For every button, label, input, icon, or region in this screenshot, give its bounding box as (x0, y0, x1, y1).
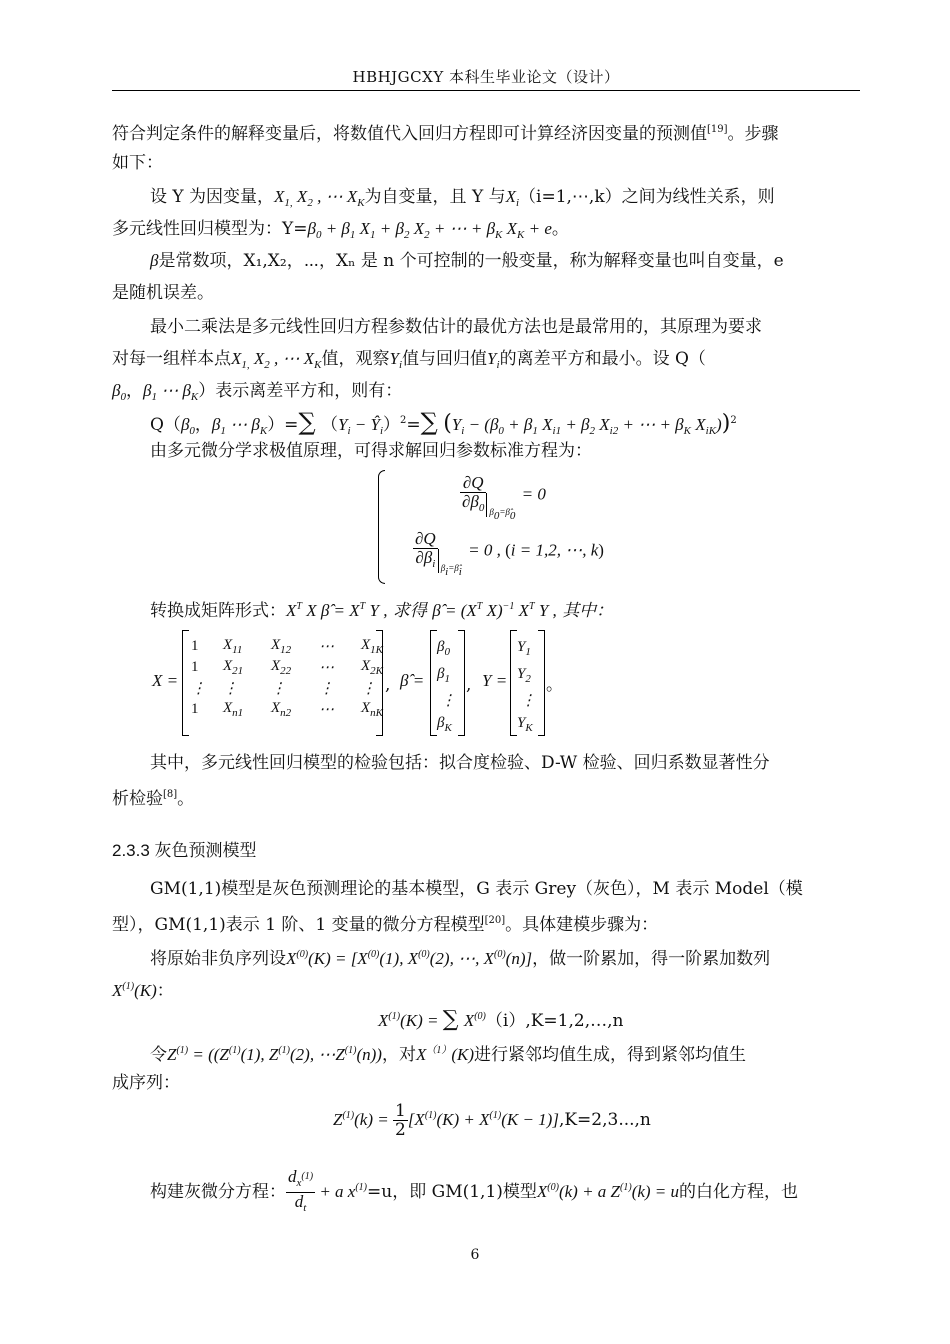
paragraph-line: 成序列： (112, 1073, 180, 1093)
separator: , (466, 675, 472, 695)
paragraph-line: 是随机误差。 (112, 283, 214, 303)
section-heading: 2.3.3 灰色预测模型 (112, 841, 257, 860)
equation-inline: $X_i$ (505, 187, 520, 209)
paragraph-line: 其中，多元线性回归模型的检验包括：拟合度检验、D-W 检验、回归系数显著性分 (150, 753, 770, 773)
left-brace (378, 470, 385, 584)
paragraph-line: 对每一组样本点$X_{1,}$ $X_2$ , ⋯ $X_K$值，观察$Y_i$值与回归值$Y_i$的离差平方和最小。设 Q（ (112, 349, 706, 371)
equation-display: $\frac{\partial Q}{\partial\beta_0}$ $_{\beta_0=\betâ_0}$ = 0 (462, 473, 546, 523)
paragraph-line: 型），GM(1,1)表示 1 阶、1 变量的微分方程模型[20]。具体建模步骤为： (112, 915, 659, 935)
equation-display: $Q(\beta_0$，$\beta_1$ ⋯ $\beta_K)=\sum$ （$Y_i$ − $Ŷ_i)^2=\sum$ ($Y_i - (\beta_0 + \beta_1$ $X_{i1} + \beta_2$ $X_{i2}$ + ⋯ + $\beta_K$ $X_{iK}))^2$ (150, 408, 737, 437)
citation: [19] (707, 124, 728, 135)
matrix-label-beta: β̂ = (400, 671, 425, 690)
paragraph-line: $\beta_0$，$\beta_1$ ⋯ $\beta_K$）表示离差平方和，则有： (112, 381, 403, 403)
citation: [20] (484, 915, 506, 926)
paragraph-line: 多元线性回归模型为：$Y=\beta_0 + \beta_1$ $X_1 + \beta_2$ $X_2$ + ⋯ + $\beta_K$ $X_K + e$。 (112, 219, 569, 241)
paragraph-line: 令$Z^{(1)} = ((Z^{(1)}(1)$, $Z^{(1)}(2)$, $\cdots Z^{(1)}(n)$)，对$X^{(1)}(K)$进行紧邻均值生成，得到紧邻均值生 (150, 1045, 747, 1065)
paragraph-line: 将原始非负序列设$X^{(0)}(K) = [X^{(0)}(1)$, $X^{(0)}(2)$, ⋯, $X^{(0)}(n)$]，做一阶累加，得一阶累加数列 (150, 949, 771, 969)
matrix-bracket (458, 630, 465, 736)
equation-display: $X^{(1)}(K)$ = ∑ $X^{(0)}(i),K=1,2,\dots,n$ (378, 1007, 624, 1032)
matrix-x: 1 $X_{11}$ $X_{12}$ ⋯ $X_{1K}$ 1 $X_{21}$ $X_{22}$ ⋯ $X_{2K}$ ⋮ ⋮ ⋮ ⋮ ⋮ 1 $X_{n1}$ $X_{n2}$ ⋯ $X_{nK}$ (191, 637, 384, 719)
paragraph-line: β是常数项，X₁,X₂，⋯，Xₙ 是 n 个可控制的一般变量，称为解释变量也叫自变量，e (150, 251, 784, 271)
matrix-bracket (182, 630, 189, 736)
matrix-beta: $\beta_0$ $\beta_1$ ⋮ $\beta_K$ (437, 639, 456, 734)
running-header: HBHJGCXY 本科生毕业论文（设计） (352, 68, 620, 86)
paragraph-line: 最小二乘法是多元线性回归方程参数估计的最优方法也是最常用的，其原理为要求 (150, 317, 762, 337)
equation-display: $Z^{(1)}(k)$ = $\frac{1}{2}$ $[X^{(1)}(K) + X^{(1)}(K - 1)],K=2,3...,n$ (333, 1101, 651, 1140)
paragraph-line: GM(1,1)模型是灰色预测理论的基本模型，G 表示 Grey（灰色），M 表示 Model（模 (150, 879, 803, 899)
paragraph-line: 设 Y 为因变量，$X_{1,}$ $X_2$ , ⋯ $X_K$为自变量，且 Y 与$X_i(i=1,\cdots,k)$之间为线性关系，则 (150, 187, 775, 209)
matrix-bracket (510, 630, 517, 736)
separator: , (385, 675, 391, 695)
header-rule (112, 90, 860, 91)
citation: [8] (163, 789, 178, 800)
paragraph-line: $X^{(1)}(K)$： (112, 981, 174, 1000)
matrix-bracket (538, 630, 545, 736)
matrix-bracket (376, 630, 383, 736)
page-number: 6 (470, 1247, 480, 1263)
equation-display: $\frac{\partial Q}{\partial\beta_i}$ $_{\beta_i=\betâ_i}$ = 0 , (i = 1,2, ⋯, k) (415, 529, 604, 579)
matrix-bracket (430, 630, 437, 736)
paragraph-line: 构建灰微分方程： $\frac{d_{x^{(1)}}}{d_t}$ + a $x^{(1)}=u$，即 GM(1,1)模型$X^{(0)}(k) + a$ $Z^{(1)}(k) = u$的白化方程，也 (150, 1167, 799, 1214)
equation-inline: $X_{1,}$ $X_2$ , ⋯ $X_K$ (274, 187, 365, 209)
paragraph-line: 如下： (112, 153, 163, 173)
matrix-label-y: Y = (482, 671, 508, 690)
regression-equation: $\beta_0 + \beta_1$ $X_1 + \beta_2$ $X_2$ + ⋯ + $\beta_K$ $X_K + e$ (307, 219, 552, 241)
matrix-y: $Y_1$ $Y_2$ ⋮ $Y_K$ (517, 639, 536, 734)
separator: 。 (546, 675, 563, 695)
paragraph-line: 转换成矩阵形式：$X^T$ X β̂ = $X^T$ Y , 求得 β̂ = ($X^T$ X)$^{-1}$ $X^T$ Y , 其中： (150, 601, 614, 621)
paragraph-line: 由多元微分学求极值原理，可得求解回归参数标准方程为： (150, 441, 592, 461)
paragraph-line: 析检验[8]。 (112, 789, 195, 809)
matrix-label-x: X = (152, 671, 179, 690)
paragraph-line: 符合判定条件的解释变量后，将数值代入回归方程即可计算经济因变量的预测值[19]。步骤 (112, 124, 779, 144)
